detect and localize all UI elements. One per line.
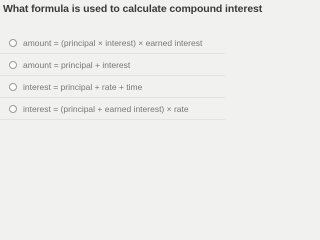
answer-options [0,32,225,120]
radio-button[interactable] [9,105,17,113]
radio-button[interactable] [9,61,17,69]
option-label: interest = principal + rate + time [23,81,143,92]
question-text: What formula is used to calculate compound interest [3,3,263,15]
radio-button[interactable] [9,39,17,47]
answer-option-1[interactable] [0,32,225,54]
answer-option-3[interactable] [0,76,225,98]
radio-button[interactable] [9,83,17,91]
answer-option-4[interactable] [0,98,225,120]
option-label: amount = principal + interest [23,59,131,70]
answer-option-2[interactable] [0,54,225,76]
option-label: interest = (principal + earned interest) × rate [23,103,189,114]
option-label: amount = (principal × interest) × earned interest [23,37,203,48]
